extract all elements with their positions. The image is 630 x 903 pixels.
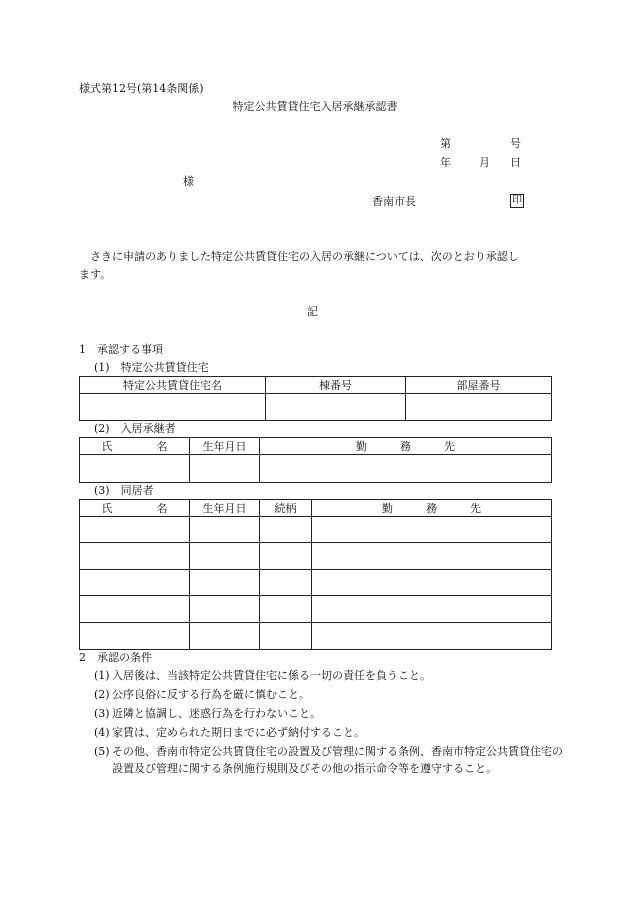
- header-birthdate: 生年月日: [190, 438, 260, 455]
- addressee-sama: 様: [183, 175, 194, 188]
- header-workplace: 勤 務 先: [260, 438, 552, 455]
- condition-item: [94, 705, 564, 722]
- doc-number-dai: 第: [440, 137, 451, 150]
- header-relationship: 続柄: [260, 500, 312, 517]
- issuer-name: 香南市長: [372, 195, 416, 208]
- sub3-heading: (3) 同居者: [94, 484, 154, 497]
- condition-number: (4): [94, 726, 110, 739]
- sub2-heading: (2) 入居承継者: [94, 422, 176, 435]
- condition-text: 公序良俗に反する行為を厳に慎むこと。: [112, 688, 310, 701]
- property-table: [79, 376, 552, 421]
- date-day: 日: [510, 156, 521, 169]
- table-row: [80, 623, 552, 650]
- condition-item: [94, 686, 564, 703]
- header-building-number: 棟番号: [266, 377, 406, 394]
- body-text-line1: さきに申請のありました特定公共賃貸住宅の入居の承継については、次のとおり承認し: [90, 250, 519, 263]
- condition-number: (2): [94, 688, 110, 701]
- room-number-cell: [406, 394, 552, 421]
- header-workplace: 勤 務 先: [312, 500, 552, 517]
- condition-item: [94, 667, 564, 684]
- header-name: 氏 名: [80, 438, 190, 455]
- condition-text: その他、香南市特定公共賃貸住宅の設置及び管理に関する条例、香南市特定公共賃貸住宅の設置及び管理に関する条例施行規則及びその他の指示命令等を遵守すること。: [112, 745, 563, 775]
- condition-item: [94, 743, 564, 777]
- successor-birthdate-cell: [190, 455, 260, 483]
- section1-heading: 1 承認する事項: [79, 343, 163, 356]
- table-row: [80, 517, 552, 543]
- condition-text: 入居後は、当該特定公共賃貸住宅に係る一切の責任を負うこと。: [112, 669, 431, 682]
- doc-number-go: 号: [510, 137, 521, 150]
- building-number-cell: [266, 394, 406, 421]
- date-month: 月: [479, 156, 490, 169]
- property-name-cell: [80, 394, 266, 421]
- form-number: 様式第12号(第14条関係): [79, 82, 204, 95]
- section2-heading: 2 承認の条件: [79, 651, 152, 664]
- header-name: 氏 名: [80, 500, 190, 517]
- condition-number: (1): [94, 669, 110, 682]
- document-title: 特定公共賃貸住宅入居承継承認書: [232, 100, 398, 113]
- cohabitant-table: [79, 499, 552, 650]
- condition-item: [94, 724, 564, 741]
- sub1-heading: (1) 特定公共賃貸住宅: [94, 361, 209, 374]
- header-birthdate: 生年月日: [190, 500, 260, 517]
- condition-number: (5): [94, 745, 110, 758]
- date-year: 年: [440, 156, 451, 169]
- ki-heading: 記: [307, 305, 318, 318]
- condition-text: 近隣と協調し、迷惑行為を行わないこと。: [112, 707, 321, 720]
- condition-number: (3): [94, 707, 110, 720]
- successor-workplace-cell: [260, 455, 552, 483]
- seal-mark: 印: [512, 195, 522, 206]
- successor-name-cell: [80, 455, 190, 483]
- body-text-line2: ます。: [79, 268, 112, 281]
- successor-table: [79, 437, 552, 483]
- condition-text: 家賃は、定められた期日までに必ず納付すること。: [112, 726, 365, 739]
- table-row: [80, 543, 552, 570]
- table-row: [80, 596, 552, 623]
- table-row: [80, 570, 552, 596]
- header-room-number: 部屋番号: [406, 377, 552, 394]
- header-property-name: 特定公共賃貸住宅名: [80, 377, 266, 394]
